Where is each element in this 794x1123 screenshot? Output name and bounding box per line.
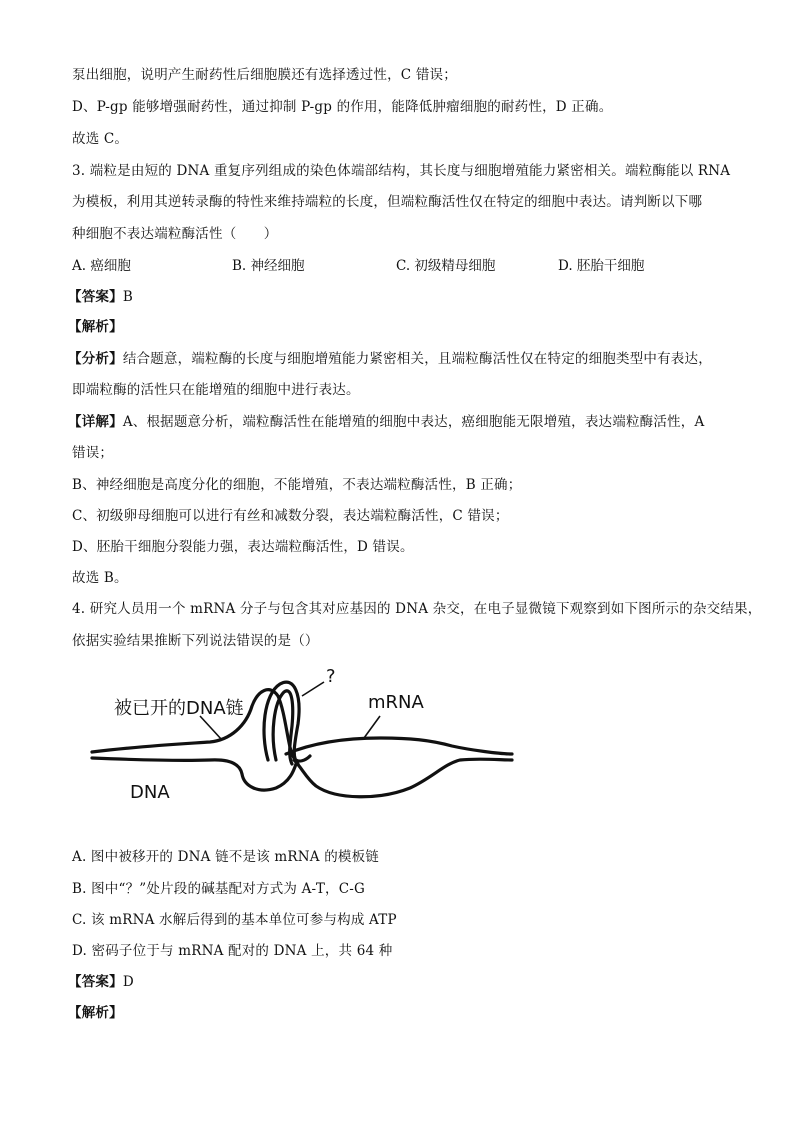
question-4-stem-2: 依据实验结果推断下列说法错误的是（） bbox=[72, 633, 319, 649]
q3-xiangjie-2: 错误； bbox=[72, 445, 114, 461]
q4-option-b: B. 图中“？”处片段的碱基配对方式为 A-T，C-G bbox=[72, 881, 366, 897]
q3-option-a: A. 癌细胞 bbox=[72, 258, 131, 274]
question-3-stem-2: 为模板，利用其逆转录酶的特性来维持端粒的长度，但端粒酶活性仅在特定的细胞中表达。请判断以下哪 bbox=[72, 194, 703, 210]
q3-conclusion: 故选 B。 bbox=[72, 570, 128, 586]
q3-option-c: C. 初级精母细胞 bbox=[396, 258, 496, 274]
mrna-strand bbox=[286, 738, 512, 754]
q4-option-c: C. 该 mRNA 水解后得到的基本单位可参与构成 ATP bbox=[72, 912, 397, 928]
q4-option-a: A. 图中被移开的 DNA 链不是该 mRNA 的模板链 bbox=[72, 849, 380, 865]
xiangjie-tag: 【详解】 bbox=[68, 414, 123, 430]
q3-fenxi-2: 即端粒酶的活性只在能增殖的细胞中进行表达。 bbox=[72, 382, 360, 398]
q3-line-d: D、胚胎干细胞分裂能力强，表达端粒酶活性，D 错误。 bbox=[72, 539, 414, 555]
label-mrna: mRNA bbox=[368, 692, 424, 713]
fenxi-text: 结合题意，端粒酶的长度与细胞增殖能力紧密相关，且端粒酶活性仅在特定的细胞类型中有表达， bbox=[122, 351, 712, 367]
label-question-mark: ? bbox=[326, 666, 336, 687]
text-line-1: 泵出细胞，说明产生耐药性后细胞膜还有选择透过性，C 错误； bbox=[72, 67, 457, 83]
q3-line-c: C、初级卵母细胞可以进行有丝和减数分裂，表达端粒酶活性，C 错误； bbox=[72, 508, 509, 524]
answer-tag: 【答案】 bbox=[68, 289, 123, 305]
dna-duplex-left bbox=[92, 758, 296, 790]
q4-analysis-heading bbox=[68, 1004, 123, 1022]
xiangjie-text: A、根据题意分析，端粒酶活性在能增殖的细胞中表达，癌细胞能无限增殖，表达端粒酶活性，A bbox=[122, 414, 705, 430]
analysis-tag: 【解析】 bbox=[68, 1005, 123, 1021]
q4-answer bbox=[68, 973, 134, 991]
text-line-3: 故选 C。 bbox=[72, 131, 129, 147]
question-3-stem-1: 3. 端粒是由短的 DNA 重复序列组成的染色体端部结构，其长度与细胞增殖能力紧密相关。端粒酶能以 RNA bbox=[72, 163, 731, 179]
q3-fenxi-1 bbox=[68, 350, 712, 368]
answer-tag: 【答案】 bbox=[68, 974, 123, 990]
label-separated-strand: 被已开的DNA链 bbox=[114, 698, 244, 719]
analysis-tag: 【解析】 bbox=[68, 319, 123, 335]
question-3-stem-3: 种细胞不表达端粒酶活性（ ） bbox=[72, 226, 278, 242]
q3-option-d: D. 胚胎干细胞 bbox=[558, 258, 645, 274]
q3-analysis-heading bbox=[68, 318, 123, 336]
text-line-2: D、P-gp 能够增强耐药性，通过抑制 P-gp 的作用，能降低肿瘤细胞的耐药性，D 正确。 bbox=[72, 99, 613, 115]
q3-line-b: B、神经细胞是高度分化的细胞，不能增殖，不表达端粒酶活性，B 正确； bbox=[72, 477, 522, 493]
q4-option-d: D. 密码子位于与 mRNA 配对的 DNA 上，共 64 种 bbox=[72, 943, 393, 959]
answer-value: B bbox=[122, 289, 133, 305]
q3-answer bbox=[68, 288, 133, 306]
fenxi-tag: 【分析】 bbox=[68, 351, 123, 367]
dna-duplex-right bbox=[294, 759, 512, 797]
question-4-stem-1: 4. 研究人员用一个 mRNA 分子与包含其对应基因的 DNA 杂交，在电子显微镜下观察到如下图所示的杂交结果， bbox=[72, 601, 762, 617]
label-dna: DNA bbox=[130, 782, 170, 803]
q3-xiangjie-1 bbox=[68, 413, 704, 431]
dna-mrna-hybrid-figure bbox=[80, 660, 520, 820]
answer-value: D bbox=[122, 974, 134, 990]
q3-option-b: B. 神经细胞 bbox=[232, 258, 305, 274]
